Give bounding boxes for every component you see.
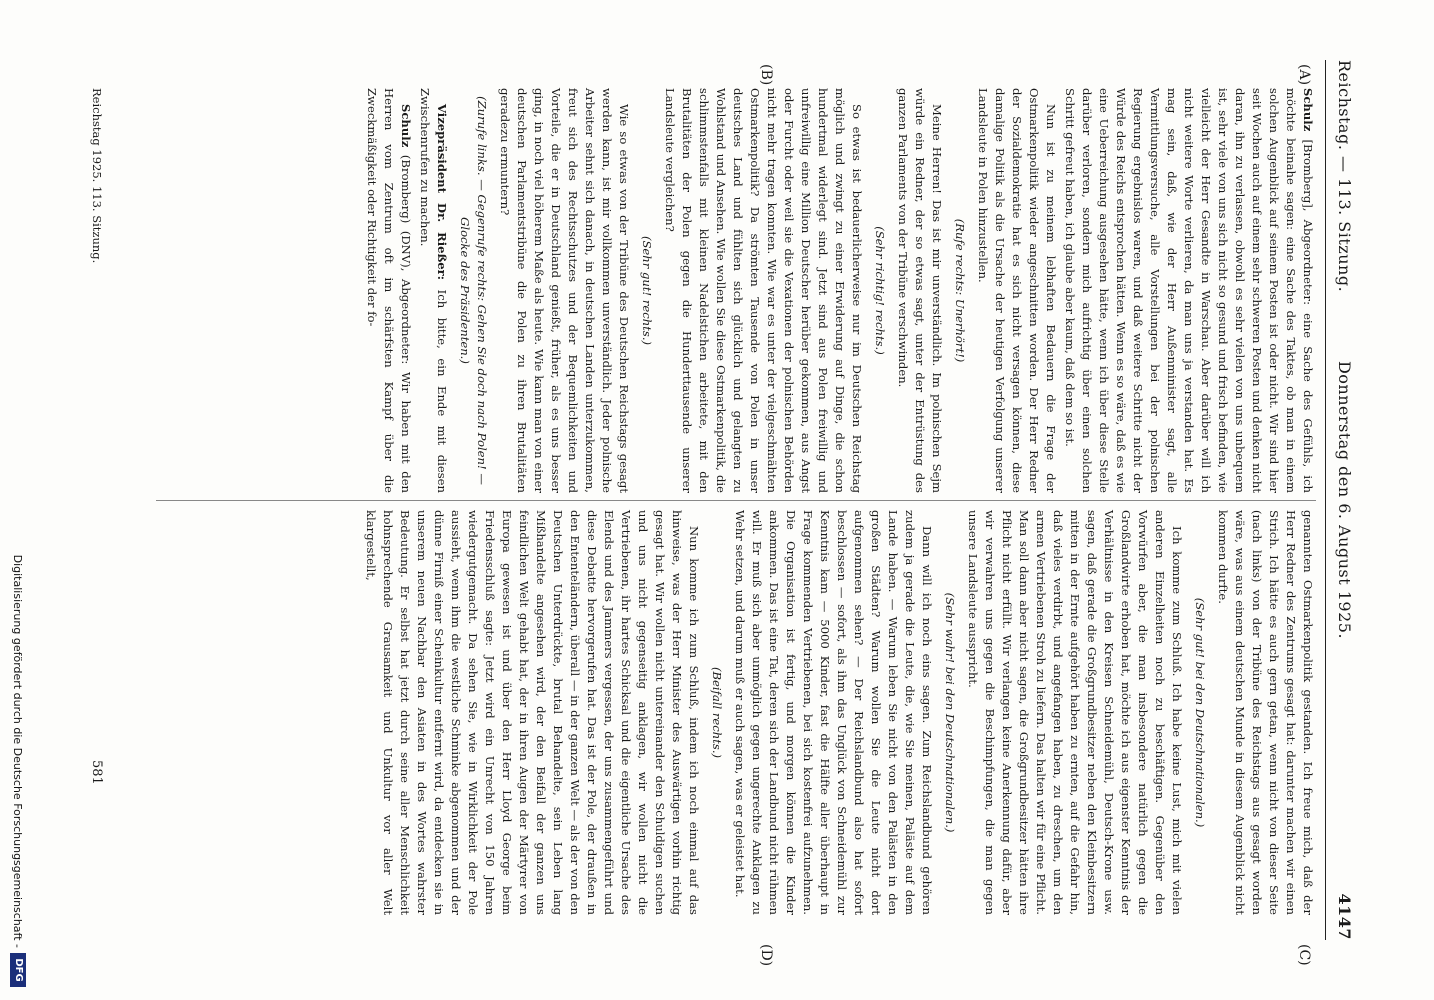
right-column	[360, 510, 1316, 915]
paragraph: Nun ist zu meinem lebhaften Bedauern die Frage der Ostmarkenpolitik wieder angeschnitten worden. Der Herr Redner der Sozialdemokratie hat es sich nicht versagen können, diese damalige Politik als die Ursache der heutigen Verfolgung unserer Landsleute in Polen hinzustellen.	[976, 88, 1058, 493]
margin-marker-b: (B)	[758, 64, 774, 86]
header-date: Donnerstag den 6. August 1925.	[1335, 360, 1354, 640]
header-session: Reichstag. — 113. Sitzung.	[1335, 60, 1354, 293]
header-rule	[1325, 60, 1326, 940]
paragraph-text: eine Sache des Gefühls, ich möchte beinahe sagen: eine Sache des Taktes, ob man in einem solchen Augenblick auf seinem Posten ist oder nicht. Wir sind hier seit Wochen auch auf einem sehr schweren Posten und denken nicht daran, ihn zu verlassen, obwohl es sehr vielen von uns unbequem ist, sehr viele von uns sich nicht so gesund und frisch befinden, wie vielleicht der Herr Gesandte in Warschau. Aber darüber will ich nicht weitere Worte verlieren, da man uns ja verstanden hat. Es mag sein, daß, wie der Herr Außenminister sagt, alle Vermittlungsversuche, alle Vorstellungen bei der polnischen Regierung ergebnislos waren, und daß weitere Schritte nicht der Würde des Reichs entsprochen hätten. Wenn es so wäre, daß es wie eine Ueberreichung ausgesehen hätte, wenn ich über diese Stelle darüber verloren, sondern mich aufrichtig über einen solchen Schritt gefreut haben, ich glaube aber kaum, daß dem so ist.	[1063, 88, 1315, 494]
paragraph: So etwas ist bedauerlicherweise nur im Deutschen Reichstag möglich und zwingt zu einer Erwiderung auf Dinge, die schon hundertmal widerlegt sind. Jetzt sind aus Polen freiwillig und unfreiwillig eine Million Deutscher herüber gekommen, aus Angst oder Furcht oder weil sie die Vexationen der polnischen Behörden nicht mehr tragen konnten. Wie war es unter der vielgeschmähten Ostmarkenpolitik? Da strömten Tausende von Polen in unser deutsches Land und fühlten sich glücklich und gelangten zu Wohlstand und Ansehen. Wie wollen Sie diese Ostmarkenpolitik, die schlimmstenfalls mit kleinen Nadelstichen arbeitete, mit den Brutalitäten der Polen gegen die Hunderttausende unserer Landsleute vergleichen?	[663, 88, 864, 493]
interjection: (Sehr richtig! rechts.)	[873, 226, 887, 355]
speaker-name: Schulz	[399, 104, 413, 148]
speaker-role: (Bromberg) (DNV), Abgeordneter:	[399, 154, 413, 365]
margin-marker-c: (C)	[1296, 944, 1312, 966]
interjection: (Sehr gut! rechts.)	[640, 235, 654, 346]
header-page-number: 4147	[1335, 893, 1354, 940]
paragraph: genannten Ostmarkenpolitik gestanden. Ich freue mich, daß der Herr Redner des Zentrums gesagt hat: darunter machen wir einen Strich. Ich hätte es auch gern getan, wenn nicht von dieser Seite (nach links) von der Tribüne des Reichstags aus gesagt worden wäre, was aus einem deutschen Munde in diesem Augenblick nicht kommen durfte.	[1216, 510, 1315, 915]
speaker-name: Vizepräsident Dr. Rießer:	[435, 104, 449, 281]
interjection: (Sehr wahr! bei den Deutschnationalen.)	[943, 592, 957, 833]
digitization-note: Digitalisierung gefördert durch die Deutsche Forschungsgemeinschaft -	[11, 554, 24, 948]
interjection: (Beifall rechts.)	[710, 666, 724, 759]
speaker-name: Schulz	[1301, 88, 1315, 132]
digitization-strip	[0, 0, 34, 1000]
paragraph-text: Wir haben mit den Herren vom Zentrum oft im schärfsten Kampf über die Zweckmäßigkeit oder Richtigkeit der fo-	[365, 88, 413, 494]
footer-number: 581	[89, 760, 104, 785]
interjection: (Sehr gut! bei den Deutschnationalen.)	[1193, 597, 1207, 828]
paragraph	[1061, 88, 1316, 493]
interjection: (Zurufe links. — Gegenrufe rechts: Gehen Sie doch nach Polen! — Glocke des Präsidenten.)	[458, 96, 489, 485]
paragraph: Meine Herren! Das ist mir unverständlich. Im polnischen Sejm würde ein Redner, der so etwas sagt, unter der Entrüstung des ganzen Parlaments von der Tribüne verschwinden.	[896, 88, 944, 493]
margin-marker-d: (D)	[758, 944, 774, 967]
dfg-logo: DFG	[10, 953, 26, 987]
margin-marker-a: (A)	[1296, 64, 1312, 86]
paragraph: Dann will ich noch eins sagen. Zum Reichslandbund gehören zudem ja gerade die Leute, die, wie Sie meinen, Paläste auf dem Lande haben. — Warum leben Sie nicht von den Palästen in den großen Städten? Warum wollen Sie die Leute nicht dort aufgenommen sehen? — Der Reichslandbund also hat sofort beschlossen — sofort, als ihm das Unglück von Schneidemühl zur Kenntnis kam — 5000 Kinder, fast die Hälfte aller überhaupt in Frage kommenden Vertriebenen, bei sich kostenfrei aufzunehmen. Die Organisation ist fertig, und morgen können die Kinder ankommen. Das ist eine Tat, deren sich der Landbund nicht rühmen will. Er muß sich aber unmöglich gegen ungerechte Anklagen zu Wehr setzen, und darum muß er auch sagen, was er geleistet hat.	[733, 510, 934, 915]
running-header	[1324, 60, 1364, 940]
interjection: (Rufe rechts: Unerhört!)	[953, 218, 967, 363]
paragraph: Nun komme ich zum Schluß, indem ich noch einmal auf das hinweise, was der Herr Minister des Auswärtigen vorhin richtig gesagt hat. Wir wollen nicht untereinander den Schuldigen suchen und uns nicht gegenseitig anklagen, wir wollen nicht die Vertriebenen, ihr hartes Schicksal und die eigentliche Ursache des Elends und des Jammers vergessen, der uns zusammengeführt und diese Debatte hervorgerufen hat. Das ist der Pole, der draußen in den Ententeländern, überall — in der ganzen Welt — als der von den Deutschen Unterdrückte, brutal Behandelte, sein Leben lang Mißhandelte angesehen wird, der den Beifall der ganzen uns feindlichen Welt gehabt hat, der in ihren Augen der Märtyrer von Europa gewesen ist und über den Herr Lloyd George beim Friedensschluß sagte: Jetzt wird ein Unrecht von 150 Jahren wiedergutgemacht. Da sehen Sie, wie in Wirklichkeit der Pole aussieht, wenn ihm die westliche Schminke abgenommen und der dünne Firniß einer Scheinkultur entfernt wird, da entdecken sie in unserem neuen Nachbar den Asiaten in des Wortes wahrster Bedeutung. Er selbst hat jetzt durch seine aller Menschlichkeit hohnsprechende Grausamkeit und Unkultur vor aller Welt klargestellt,	[364, 510, 701, 915]
column-divider	[156, 500, 1316, 501]
paragraph: Wie so etwas von der Tribüne des Deutschen Reichstags gesagt werden kann, ist mir vollkommen unverständlich. Jeder polnische Arbeiter sehnt sich danach, in deutschen Landen unterzukommen, freut sich des Rechtsschutzes und der Bequemlichkeiten und Vorteile, die er in Deutschland genießt, früher, als es uns besser ging, in noch viel höherem Maße als heute. Wie kann man von einer deutschen Parlamentstribüne die Polen zu ihren Brutalitäten geradezu ermuntern?	[498, 88, 631, 493]
footer-session: Reichstag 1925. 113. Sitzung.	[90, 88, 104, 264]
paragraph	[416, 88, 450, 493]
left-column	[361, 88, 1316, 493]
paragraph-text: Ich bitte, ein Ende mit diesen Zwischenrufen zu machen.	[418, 88, 449, 494]
paragraph: Ich komme zum Schluß. Ich habe keine Lust, mich mit vielen anderen Einzelheiten noch zu beschäftigen. Gegenüber den Vorwürfen aber, die man insbesondere natürlich gegen die Großlandwirte erhoben hat, möchte ich aus eigenster Kenntnis der Verhältnisse in den Kreisen Schneidemühl, Deutsch-Krone usw. sagen, daß gerade die Großgrundbesitzer neben den Kleinbesitzern mitten in der Ernte aufgehört haben zu ernten, auf die Gefahr hin, daß vieles verdirbt, und angefangen haben, zu dreschen, um den armen Vertriebenen Stroh zu liefern. Das halten wir für eine Pflicht. Man soll dann aber nicht sagen, die Großgrundbesitzer hätten ihre Pflicht nicht erfüllt. Wir verlangen keine Anerkennung dafür, aber wir verwahren uns gegen die Beschimpfungen, die man gegen unsere Landsleute ausspricht.	[966, 510, 1184, 915]
paragraph	[363, 88, 414, 493]
speaker-role: [Bromberg], Abgeordneter:	[1301, 139, 1315, 305]
